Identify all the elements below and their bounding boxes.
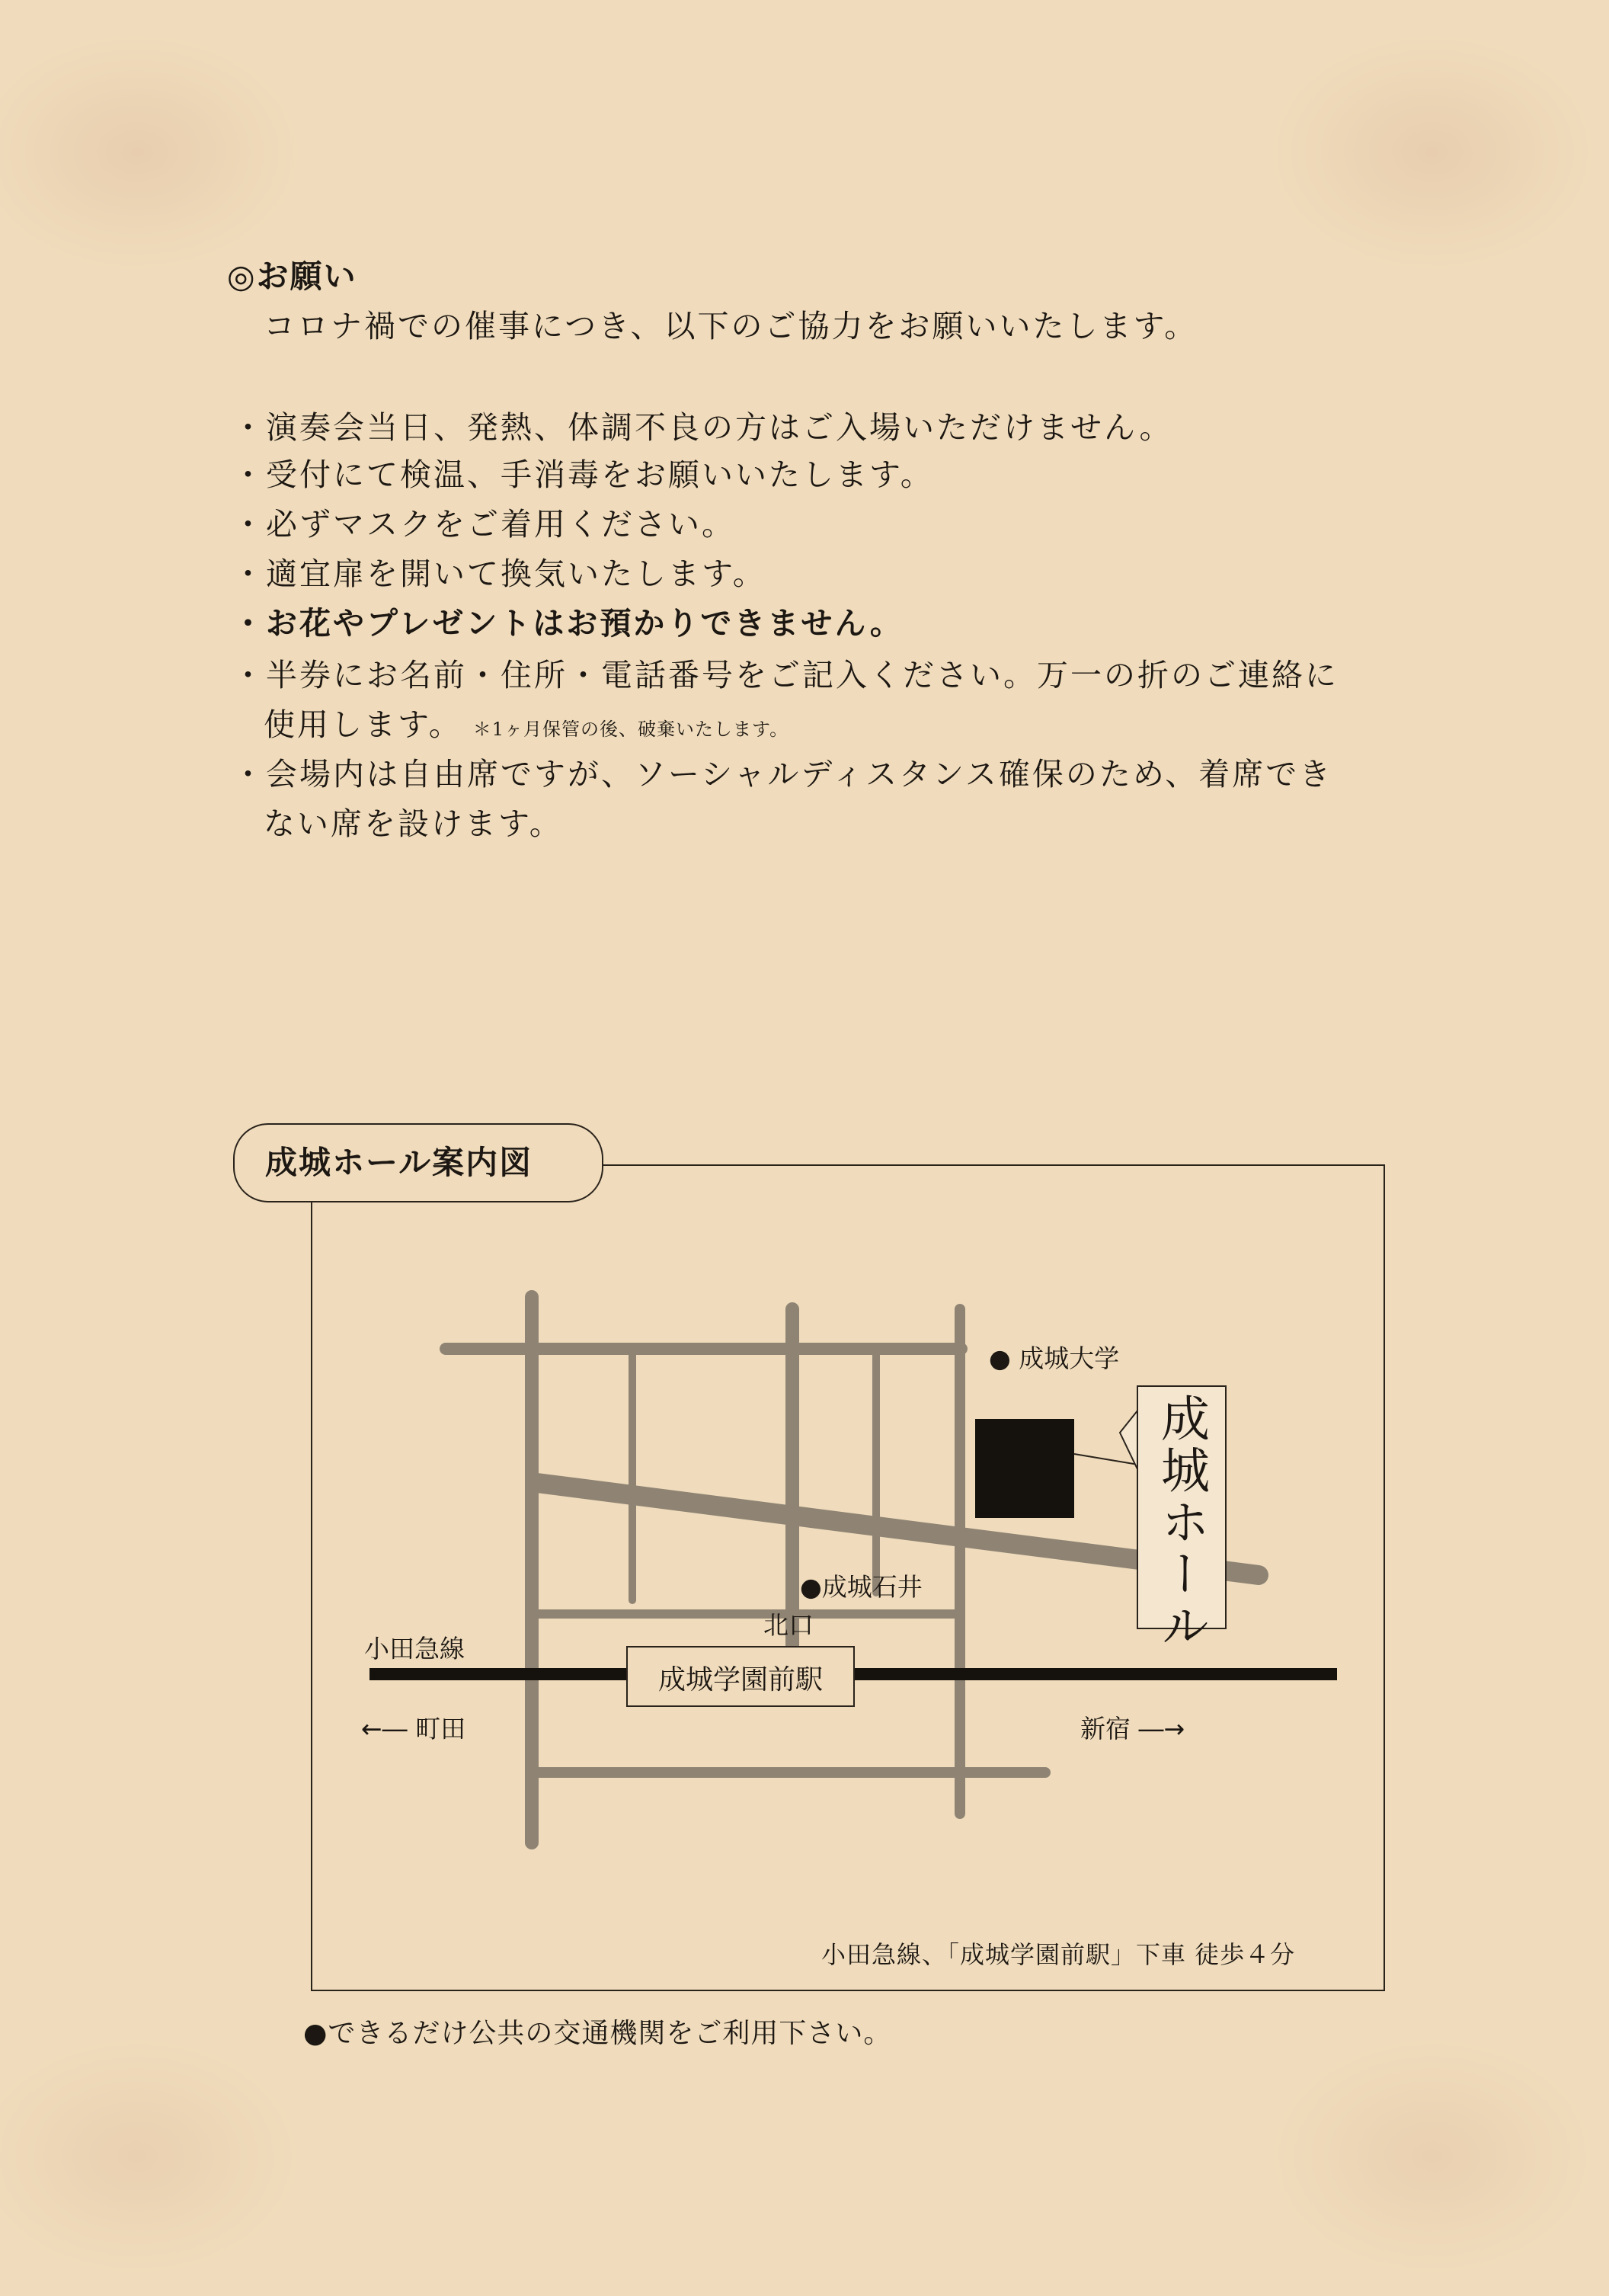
request-title: ◎お願い bbox=[227, 258, 357, 295]
landmark-ishii: ●成城石井 bbox=[800, 1572, 923, 1602]
landmark-line: 小田急線 bbox=[364, 1634, 465, 1664]
landmark-hall: 成城ホール bbox=[1153, 1393, 1209, 1652]
landmark-north-exit: 北口 bbox=[763, 1610, 814, 1640]
request-item-mask: ・必ずマスクをご着用ください。 bbox=[232, 506, 735, 543]
request-item-seating-cont: ない席を設けます。 bbox=[264, 805, 563, 842]
landmark-station: 成城学園前駅 bbox=[657, 1664, 823, 1696]
access-note: 小田急線、「成城学園前駅」下車 徒歩４分 bbox=[821, 1940, 1296, 1969]
transit-note: ●できるだけ公共の交通機関をご利用下さい。 bbox=[303, 2018, 892, 2049]
direction-machida: ←― 町田 bbox=[361, 1714, 466, 1744]
landmark-university: ● 成城大学 bbox=[989, 1343, 1120, 1373]
map-title: 成城ホール案内図 bbox=[265, 1144, 533, 1181]
hall-building bbox=[975, 1419, 1074, 1518]
request-item-contact: ・半券にお名前・住所・電話番号をご記入ください。万一の折のご連絡に bbox=[232, 657, 1339, 693]
request-item-ventilation: ・適宜扉を開いて換気いたします。 bbox=[232, 556, 766, 592]
direction-shinjuku: 新宿 ―→ bbox=[1080, 1714, 1185, 1744]
request-item-seating: ・会場内は自由席ですが、ソーシャルディスタンス確保のため、着席でき bbox=[232, 756, 1333, 793]
request-item-small-note: ＊1ヶ月保管の後、破棄いたします。 bbox=[472, 719, 789, 740]
request-item-temperature: ・受付にて検温、手消毒をお願いいたします。 bbox=[232, 456, 934, 493]
request-item-contact-cont-text: 使用します。 bbox=[264, 706, 462, 743]
request-intro: コロナ禍での催事につき、以下のご協力をお願いいたします。 bbox=[264, 308, 1198, 344]
request-item-fever: ・演奏会当日、発熱、体調不良の方はご入場いただけません。 bbox=[232, 409, 1173, 446]
hall-pointer bbox=[1074, 1454, 1138, 1465]
request-item-gifts: ・お花やプレゼントはお預かりできません。 bbox=[232, 605, 904, 642]
